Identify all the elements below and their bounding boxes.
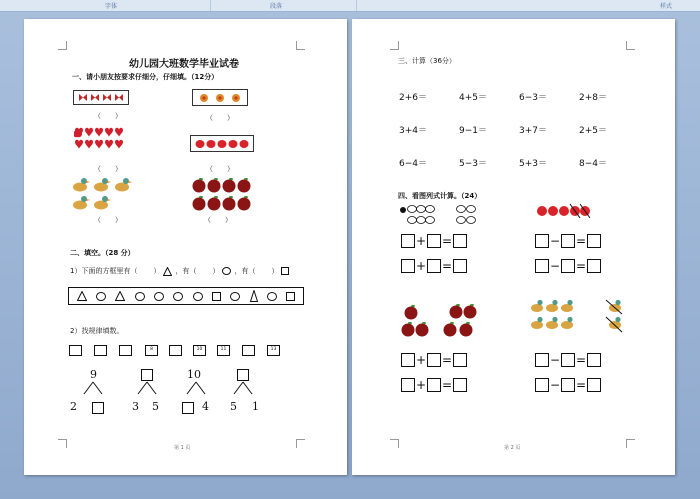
equals-sign: =	[576, 259, 587, 273]
calc-item[interactable]: 2+6＝	[399, 93, 427, 103]
sequence-box: 8	[145, 345, 158, 356]
answer-box[interactable]	[561, 353, 575, 367]
q1-text: ，有（	[234, 267, 256, 275]
answer-paren[interactable]: （ ）	[206, 165, 234, 173]
calc-item[interactable]: 5−3＝	[459, 159, 487, 169]
margin-mark	[58, 41, 67, 50]
document-page-2	[352, 19, 675, 475]
sequence-box: 11	[217, 345, 230, 356]
page-footer: 第 2 页	[504, 445, 521, 451]
margin-mark	[58, 439, 67, 448]
answer-box[interactable]	[535, 234, 549, 248]
addition-equation	[401, 378, 467, 392]
strawberry-icon	[535, 202, 591, 220]
minus-sign: −	[550, 259, 561, 273]
tree-top-number: 9	[90, 368, 97, 381]
answer-paren[interactable]: （ ）	[94, 165, 122, 173]
section-4-heading: 四、看图列式计算。（24）	[398, 192, 482, 200]
flower-icon	[196, 92, 244, 104]
circle-icon	[96, 292, 106, 301]
answer-box[interactable]	[453, 353, 467, 367]
document-page-1	[24, 19, 347, 475]
q1-text: ，有（	[175, 267, 197, 275]
calc-item[interactable]: 3+4＝	[399, 126, 427, 136]
answer-box[interactable]	[587, 353, 601, 367]
answer-box[interactable]	[453, 378, 467, 392]
subtraction-equation	[535, 353, 601, 367]
margin-mark	[296, 41, 305, 50]
tree-right-number: 5	[152, 400, 159, 413]
q1-text: ）	[271, 267, 279, 275]
strawberry-icon	[194, 138, 250, 149]
section-1-heading: 一、请小朋友按要求仔细分，仔细填。（12分）	[72, 73, 219, 81]
answer-box[interactable]	[427, 234, 441, 248]
calc-item[interactable]: 8−4＝	[579, 159, 607, 169]
triangle-icon	[115, 291, 125, 301]
equals-sign: =	[442, 234, 453, 248]
answer-box[interactable]	[401, 378, 415, 392]
calc-item[interactable]: 3+7＝	[519, 126, 547, 136]
subtraction-equation	[535, 259, 601, 273]
answer-box[interactable]	[401, 353, 415, 367]
addition-equation	[401, 234, 467, 248]
tree-right-number: 4	[202, 400, 209, 413]
minus-sign: −	[550, 378, 561, 392]
plus-sign: +	[416, 353, 427, 367]
calc-item[interactable]: 9−1＝	[459, 126, 487, 136]
butterfly-group	[73, 90, 129, 105]
answer-box[interactable]	[453, 234, 467, 248]
tree-answer-box[interactable]	[92, 402, 104, 414]
exam-title: 幼儿园大班数学毕业试卷	[129, 59, 239, 70]
answer-box[interactable]	[401, 234, 415, 248]
calc-item[interactable]: 4+5＝	[459, 93, 487, 103]
circle-icon	[222, 267, 231, 275]
equals-sign: =	[442, 259, 453, 273]
q1-text: ）	[153, 267, 161, 275]
duck-icon	[72, 177, 134, 211]
equals-sign: =	[442, 353, 453, 367]
answer-box[interactable]	[561, 259, 575, 273]
calc-item[interactable]: 2+5＝	[579, 126, 607, 136]
calc-item[interactable]: 2+8＝	[579, 93, 607, 103]
subtraction-equation	[535, 234, 601, 248]
equals-sign: =	[576, 353, 587, 367]
q1-text: ）	[212, 267, 220, 275]
apple-icon	[400, 303, 480, 339]
circle-icon	[193, 292, 203, 301]
tree-left-number: 5	[230, 400, 237, 413]
section-3-heading: 三、计算（36分）	[398, 57, 456, 65]
sequence-box[interactable]	[169, 345, 182, 356]
answer-paren[interactable]: （ ）	[94, 112, 122, 120]
circle-icon	[230, 292, 240, 301]
answer-box[interactable]	[561, 378, 575, 392]
triangle-icon	[250, 290, 258, 302]
sequence-box[interactable]	[119, 345, 132, 356]
tree-branches	[80, 381, 106, 395]
section-2-heading: 二、填空。（28 分）	[70, 249, 135, 257]
answer-box[interactable]	[453, 259, 467, 273]
circle-icon	[173, 292, 183, 301]
tree-answer-box[interactable]	[141, 369, 153, 381]
answer-box[interactable]	[427, 353, 441, 367]
plus-sign: +	[416, 378, 427, 392]
margin-mark	[390, 439, 399, 448]
answer-box[interactable]	[535, 353, 549, 367]
answer-paren[interactable]: （ ）	[206, 114, 234, 122]
tree-left-number: 3	[132, 400, 139, 413]
subtraction-equation	[535, 378, 601, 392]
flower-group	[192, 89, 248, 106]
ribbon-paragraph-group[interactable]: 段落	[270, 3, 283, 10]
triangle-icon	[163, 267, 172, 276]
heart-icon	[74, 127, 130, 151]
tree-branches	[230, 381, 256, 395]
q1-prefix: 1）下面的方框里有（	[70, 267, 138, 275]
answer-box[interactable]	[535, 259, 549, 273]
tree-branches	[134, 381, 160, 395]
margin-mark	[296, 439, 305, 448]
sequence-box: 13	[267, 345, 280, 356]
answer-paren[interactable]: （ ）	[204, 216, 232, 224]
tree-branches	[183, 381, 209, 395]
margin-mark	[626, 439, 635, 448]
sequence-box[interactable]	[94, 345, 107, 356]
circle-icon	[135, 292, 145, 301]
minus-sign: −	[550, 234, 561, 248]
answer-box[interactable]	[587, 234, 601, 248]
sequence-box[interactable]	[242, 345, 255, 356]
equals-sign: =	[442, 378, 453, 392]
addition-equation	[401, 259, 467, 273]
answer-paren[interactable]: （ ）	[94, 216, 122, 224]
tree-left-number: 2	[70, 400, 77, 413]
shape-count-question	[70, 266, 289, 276]
calc-item[interactable]: 6−3＝	[519, 93, 547, 103]
tree-right-number: 1	[252, 400, 259, 413]
answer-box[interactable]	[427, 259, 441, 273]
square-icon	[212, 292, 221, 301]
calc-item[interactable]: 5+3＝	[519, 159, 547, 169]
ribbon-font-group[interactable]: 字体	[105, 3, 118, 10]
triangle-icon	[77, 291, 87, 301]
apple-icon	[192, 177, 256, 213]
sequence-box: 10	[193, 345, 206, 356]
duck-icon	[530, 299, 626, 335]
equals-sign: =	[576, 234, 587, 248]
square-icon	[281, 267, 289, 275]
minus-sign: −	[550, 353, 561, 367]
shape-box	[68, 287, 304, 305]
page-footer: 第 1 页	[174, 445, 191, 451]
answer-box[interactable]	[587, 378, 601, 392]
plus-sign: +	[416, 234, 427, 248]
tree-top-number: 10	[187, 368, 201, 381]
addition-equation	[401, 353, 467, 367]
plus-sign: +	[416, 259, 427, 273]
circle-icon	[267, 292, 277, 301]
tree-answer-box[interactable]	[182, 402, 194, 414]
answer-box[interactable]	[535, 378, 549, 392]
margin-mark	[626, 41, 635, 50]
answer-box[interactable]	[401, 259, 415, 273]
circle-icon	[154, 292, 164, 301]
margin-mark	[390, 41, 399, 50]
butterfly-icon	[77, 93, 125, 102]
equals-sign: =	[576, 378, 587, 392]
square-icon	[286, 292, 295, 301]
calc-item[interactable]: 6−4＝	[399, 159, 427, 169]
circle-group-icon	[399, 203, 479, 229]
ribbon-bar	[0, 0, 700, 12]
strawberry-group	[190, 135, 254, 152]
answer-box[interactable]	[427, 378, 441, 392]
answer-box[interactable]	[587, 259, 601, 273]
ribbon-styles-group[interactable]: 样式	[660, 3, 673, 10]
answer-box[interactable]	[561, 234, 575, 248]
tree-answer-box[interactable]	[237, 369, 249, 381]
sequence-box[interactable]	[69, 345, 82, 356]
pattern-question: 2）找规律填数。	[70, 327, 124, 335]
